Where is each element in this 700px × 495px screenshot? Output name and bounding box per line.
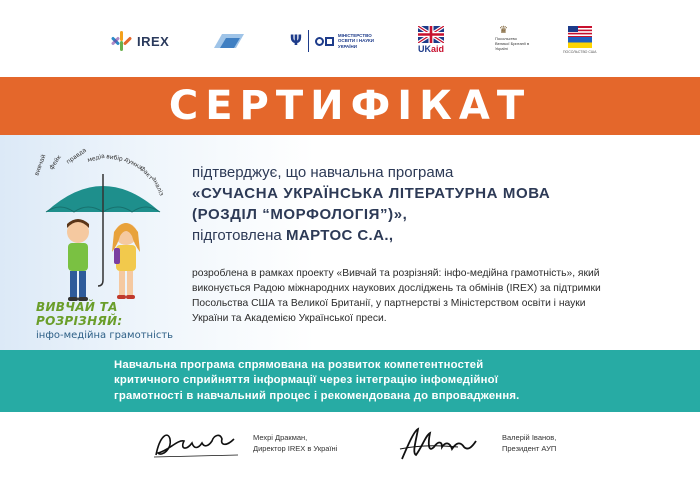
svg-text:вибір: вибір (105, 153, 124, 163)
crest-icon: ♛ (499, 25, 508, 36)
uk-embassy-logo (495, 26, 531, 56)
svg-text:аналіз: аналіз (150, 175, 165, 197)
brand-line-2: інфо-медійна грамотність (36, 330, 174, 341)
uk-embassy-caption: Посольство Великої Британії в Україні (495, 36, 530, 51)
brand-line-1: ВИВЧАЙ ТА РОЗРІЗНЯЙ: (36, 300, 123, 328)
svg-text:фейк: фейк (47, 153, 64, 172)
svg-text:вивчай: вивчай (33, 153, 48, 177)
signature-drakman (150, 425, 240, 461)
signer-name: Валерій Іванов, (502, 433, 557, 442)
irex-logo-text: IREX (137, 33, 170, 49)
project-brand (36, 300, 176, 341)
irex-logo (112, 28, 169, 54)
ukaid-text: UKaid (418, 44, 445, 54)
svg-text:медіа: медіа (86, 152, 106, 164)
svg-text:факт: факт (138, 164, 155, 182)
us-ukraine-flags-icon (568, 26, 592, 48)
signer-role: Директор IREX в Україні (253, 444, 338, 453)
ministry-caption: МІНІСТЕРСТВО ОСВІТИ І НАУКИ УКРАЇНИ (337, 32, 374, 49)
us-embassy-caption: ПОСОЛЬСТВО США (563, 50, 597, 54)
recommendation-band (0, 350, 700, 412)
certificate-title: СЕРТИФІКАТ (168, 83, 532, 129)
program-name-line-1: «СУЧАСНА УКРАЇНСЬКА ЛІТЕРАТУРНА МОВА (192, 185, 551, 202)
signer-role: Президент АУП (502, 444, 557, 453)
uk-flag-icon (418, 26, 444, 43)
project-description: розроблена в рамках проекту «Вивчай та розрізняй: інфо-медійна грамотність», який виконується Радою міжнародних наукових досліджень та обмінів (IREX) за підтримки Посольства США та Великої Британії, у партнерстві з Міністерством освіти і науки України та Академією Української преси. (192, 268, 601, 324)
confirm-line: підтверджує, що навчальна програма (192, 164, 454, 181)
signature-ivanov (398, 425, 478, 463)
aup-logo (212, 28, 246, 54)
signer-ivanov (502, 432, 556, 454)
trident-icon: Ψ (290, 33, 302, 49)
signer-drakman (253, 432, 337, 454)
title-banner (0, 77, 700, 135)
ministry-mark-icon (315, 37, 334, 46)
prepared-by-line (192, 225, 652, 246)
ukaid-logo (418, 26, 444, 58)
program-name-line-2: (РОЗДІЛ “МОРФОЛОГІЯ”)», (192, 206, 408, 223)
us-embassy-logo (563, 26, 596, 58)
partner-logos (0, 0, 700, 75)
aup-logo-icon (212, 33, 246, 49)
ministry-logo (290, 28, 384, 54)
irex-mark-icon (112, 31, 132, 51)
signer-name: Мехрі Дракман, (253, 433, 308, 442)
certificate-text (192, 163, 652, 246)
svg-text:правда: правда (65, 146, 88, 166)
svg-text:думка: думка (123, 155, 144, 172)
recommendation-text: Навчальна програма спрямована на розвиток компетентностей критичного сприйняття інформації через інтеграцію інфомедійної грамотності в навчальний процес і рекомендована до впровадження. (114, 359, 520, 402)
author-name: МАРТОС С.А., (285, 227, 394, 244)
prepared-by-label: підготовлена (192, 227, 282, 244)
